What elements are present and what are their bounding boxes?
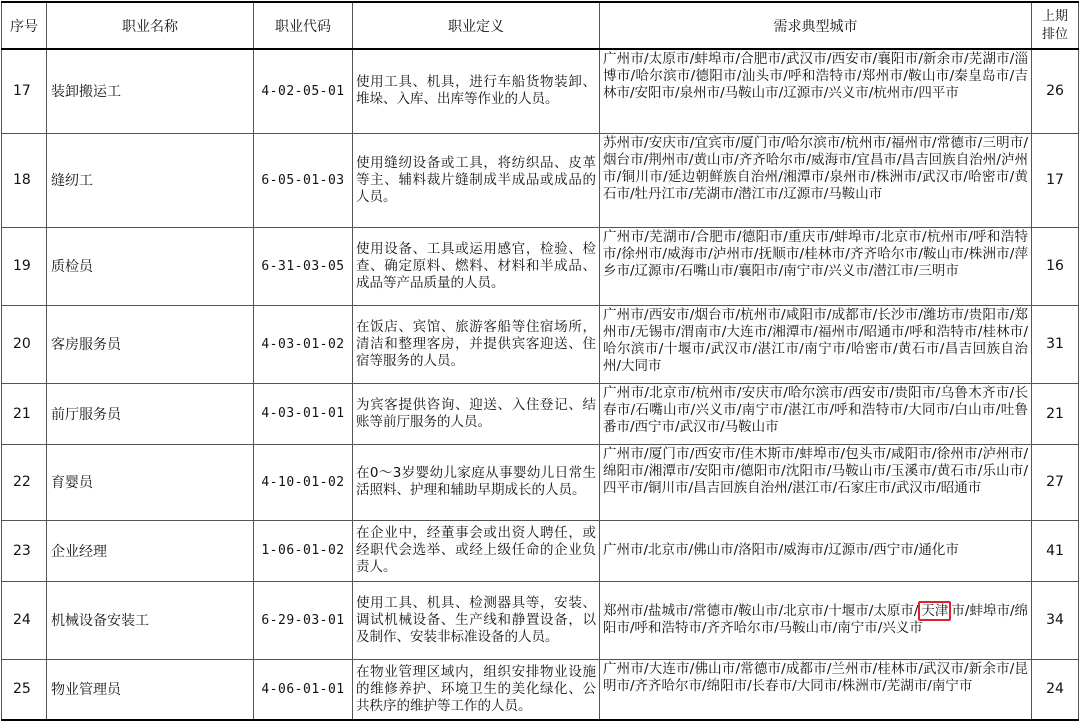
row-num: 24 (2, 581, 47, 659)
occupation-name: 物业管理员 (47, 659, 254, 720)
table-row (2, 520, 1079, 581)
row-num: 20 (2, 305, 47, 383)
occupation-name: 客房服务员 (47, 305, 254, 383)
header-typical-cities: 需求典型城市 (600, 2, 1032, 49)
header-previous-rank (1032, 2, 1079, 49)
header-occupation-definition: 职业定义 (353, 2, 600, 49)
typical-cities-part: 郑州市/盐城市/常德市/鞍山市/北京市/十堰市/太原市/ (603, 603, 919, 619)
header-num: 序号 (2, 2, 47, 49)
occupation-name: 育婴员 (47, 444, 254, 520)
occupation-code: 4-03-01-02 (254, 305, 353, 383)
table-row (2, 133, 1079, 227)
header-rank-line2: 排位 (1041, 26, 1068, 42)
row-num: 17 (2, 49, 47, 133)
previous-rank: 41 (1032, 520, 1079, 581)
occupation-code: 6-29-03-01 (254, 581, 353, 659)
occupation-definition: 在饭店、宾馆、旅游客船等住宿场所，清洁和整理客房，并提供宾客迎送、住宿等服务的人员。 (353, 305, 600, 383)
table-row (2, 659, 1079, 720)
row-num: 18 (2, 133, 47, 227)
occupation-code: 4-06-01-01 (254, 659, 353, 720)
typical-cities: 广州市/芜湖市/合肥市/德阳市/重庆市/蚌埠市/北京市/杭州市/呼和浩特市/徐州市/威海市/泸州市/抚顺市/桂林市/齐齐哈尔市/鞍山市/株洲市/萍乡市/辽源市/石嘴山市/襄阳市/南宁市/兴义市/潜江市/三明市 (600, 227, 1032, 305)
occupation-code: 6-31-03-05 (254, 227, 353, 305)
occupation-code: 4-02-05-01 (254, 49, 353, 133)
occupation-name: 前厅服务员 (47, 383, 254, 444)
table-row (2, 49, 1079, 133)
occupation-definition: 为宾客提供咨询、迎送、入住登记、结账等前厅服务的人员。 (353, 383, 600, 444)
row-num: 19 (2, 227, 47, 305)
occupation-name: 装卸搬运工 (47, 49, 254, 133)
occupation-name: 缝纫工 (47, 133, 254, 227)
typical-cities (600, 581, 1032, 659)
previous-rank: 26 (1032, 49, 1079, 133)
occupation-name: 机械设备安装工 (47, 581, 254, 659)
occupation-code: 4-10-01-02 (254, 444, 353, 520)
occupation-definition: 在0～3岁婴幼儿家庭从事婴幼儿日常生活照料、护理和辅助早期成长的人员。 (353, 444, 600, 520)
occupation-code: 1-06-01-02 (254, 520, 353, 581)
header-occupation-name: 职业名称 (47, 2, 254, 49)
table-row (2, 581, 1079, 659)
previous-rank: 27 (1032, 444, 1079, 520)
occupation-definition: 在物业管理区域内，组织安排物业设施的维修养护、环境卫生的美化绿化、公共秩序的维护等工作的人员。 (353, 659, 600, 720)
previous-rank: 31 (1032, 305, 1079, 383)
typical-cities: 广州市/北京市/杭州市/安庆市/哈尔滨市/西安市/贵阳市/乌鲁木齐市/长春市/石嘴山市/兴义市/南宁市/湛江市/呼和浩特市/大同市/白山市/吐鲁番市/西宁市/武汉市/马鞍山市 (600, 383, 1032, 444)
occupation-name: 质检员 (47, 227, 254, 305)
occupation-definition: 在企业中，经董事会或出资人聘任，或经职代会选举、或经上级任命的企业负责人。 (353, 520, 600, 581)
highlighted-city: 天津 (918, 601, 951, 621)
typical-cities: 苏州市/安庆市/宜宾市/厦门市/哈尔滨市/杭州市/福州市/常德市/三明市/烟台市/荆州市/黄山市/齐齐哈尔市/威海市/宜昌市/昌吉回族自治州/泸州市/铜川市/延边朝鲜族自治州/湘潭市/泉州市/株洲市/武汉市/哈密市/黄石市/牡丹江市/芜湖市/潜江市/辽源市/马鞍山市 (600, 133, 1032, 227)
typical-cities-part: 市/蚌埠市/绵阳市/呼和浩特市/齐齐哈尔市/马鞍山市/南宁市/兴义市 (603, 603, 1028, 636)
occupation-definition: 使用工具、机具，进行车船货物装卸、堆垛、入库、出库等作业的人员。 (353, 49, 600, 133)
table-row (2, 383, 1079, 444)
occupation-demand-table (1, 1, 1079, 721)
occupation-code: 4-03-01-01 (254, 383, 353, 444)
previous-rank: 34 (1032, 581, 1079, 659)
row-num: 25 (2, 659, 47, 720)
typical-cities: 广州市/西安市/烟台市/杭州市/咸阳市/成都市/长沙市/潍坊市/贵阳市/郑州市/无锡市/渭南市/大连市/湘潭市/福州市/昭通市/呼和浩特市/桂林市/哈尔滨市/十堰市/武汉市/湛江市/南宁市/哈密市/黄石市/昌吉回族自治州/大同市 (600, 305, 1032, 383)
row-num: 21 (2, 383, 47, 444)
typical-cities: 广州市/大连市/佛山市/常德市/成都市/兰州市/桂林市/武汉市/新余市/昆明市/齐齐哈尔市/绵阳市/长春市/大同市/株洲市/芜湖市/南宁市 (600, 659, 1032, 720)
occupation-definition: 使用工具、机具、检测器具等，安装、调试机械设备、生产线和静置设备，以及制作、安装非标准设备的人员。 (353, 581, 600, 659)
occupation-definition: 使用设备、工具或运用感官，检验、检查、确定原料、燃料、材料和半成品、成品等产品质量的人员。 (353, 227, 600, 305)
previous-rank: 16 (1032, 227, 1079, 305)
table-row (2, 305, 1079, 383)
table-row (2, 227, 1079, 305)
header-row (2, 2, 1079, 49)
row-num: 23 (2, 520, 47, 581)
header-rank-line1: 上期 (1041, 8, 1068, 24)
occupation-definition: 使用缝纫设备或工具，将纺织品、皮革等主、辅料裁片缝制成半成品或成品的人员。 (353, 133, 600, 227)
header-occupation-code: 职业代码 (254, 2, 353, 49)
occupation-name: 企业经理 (47, 520, 254, 581)
table-row (2, 444, 1079, 520)
typical-cities: 广州市/太原市/蚌埠市/合肥市/武汉市/西安市/襄阳市/新余市/芜湖市/淄博市/哈尔滨市/德阳市/汕头市/呼和浩特市/郑州市/鞍山市/秦皇岛市/吉林市/安阳市/泉州市/马鞍山市/辽源市/兴义市/杭州市/四平市 (600, 49, 1032, 133)
row-num: 22 (2, 444, 47, 520)
typical-cities: 广州市/厦门市/西安市/佳木斯市/蚌埠市/包头市/咸阳市/徐州市/泸州市/绵阳市/湘潭市/安阳市/德阳市/沈阳市/马鞍山市/玉溪市/黄石市/乐山市/四平市/铜川市/昌吉回族自治州/湛江市/石家庄市/武汉市/昭通市 (600, 444, 1032, 520)
previous-rank: 21 (1032, 383, 1079, 444)
occupation-code: 6-05-01-03 (254, 133, 353, 227)
previous-rank: 17 (1032, 133, 1079, 227)
previous-rank: 24 (1032, 659, 1079, 720)
typical-cities: 广州市/北京市/佛山市/洛阳市/威海市/辽源市/西宁市/通化市 (600, 520, 1032, 581)
